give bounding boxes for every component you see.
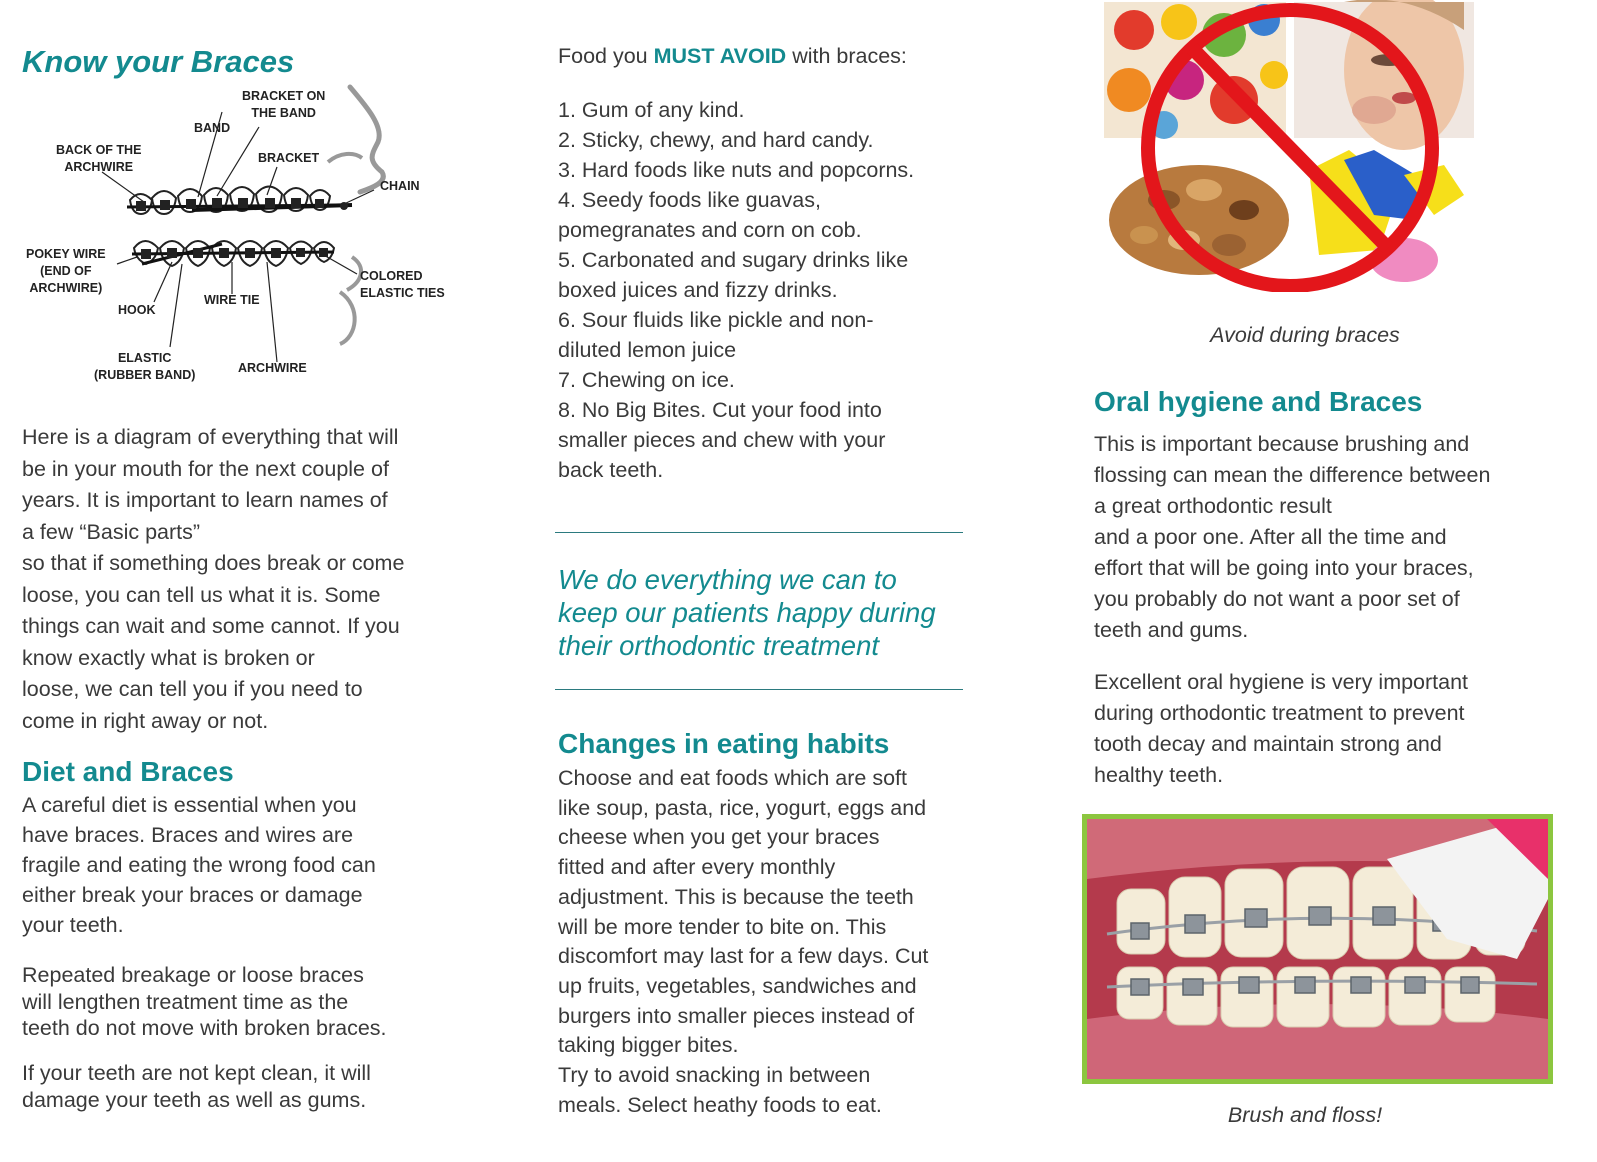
toffee-photo [1309, 150, 1464, 282]
label-pokey-wire: POKEY WIRE (END OF ARCHWIRE) [26, 247, 106, 295]
pull-quote: We do everything we can to keep our patients happy during their orthodontic treatment [558, 564, 936, 661]
nail-biting-photo [1294, 0, 1474, 150]
braces-brushing-photo [1082, 814, 1553, 1084]
divider-bottom [555, 689, 963, 690]
avoid-prefix: Food you [558, 44, 654, 68]
braces-diagram [22, 82, 462, 392]
avoid-list [558, 95, 958, 485]
changes-paragraph: Choose and eat foods which are soft like soup, pasta, rice, yogurt, eggs and cheese when you get your braces fitted and after every monthly adjustment. This is because the teeth will be more tender to bite on. This discomfort may last for a few days. Cut up fruits, vegetables, sandwiches and burgers into smaller pieces instead of taking bigger bites. Try to avoid snacking in between meals. Select heathy foods to eat. [558, 766, 929, 1117]
list-item: 3. Hard foods like nuts and popcorns. [558, 158, 915, 182]
hygiene-paragraph-2: Excellent oral hygiene is very important during orthodontic treatment to prevent tooth decay and maintain strong and healthy teeth. [1094, 670, 1469, 787]
label-elastic: ELASTIC (RUBBER BAND) [94, 351, 196, 382]
divider-top [555, 532, 963, 533]
label-wire-tie: WIRE TIE [204, 293, 260, 307]
intro-paragraph: Here is a diagram of everything that will be in your mouth for the next couple of years. It is important to learn names of a few “Basic parts” so that if something does break or come loose, you can tell us what it is. Some things can wait and some cannot. If you know exactly what is broken or loose, we can tell you if you need to come in right away or not. [22, 425, 405, 733]
changes-heading: Changes in eating habits [558, 728, 890, 759]
list-item: 4. Seedy foods like guavas, pomegranates and corn on cob. [558, 188, 862, 242]
diet-heading: Diet and Braces [22, 756, 234, 787]
diet-paragraph-3: If your teeth are not kept clean, it will damage your teeth as well as gums. [22, 1061, 371, 1112]
braces-brushing-drawing [1087, 819, 1548, 1079]
diet-paragraph-1: A careful diet is essential when you have braces. Braces and wires are fragile and eating the wrong food can either break your braces or damage your teeth. [22, 793, 376, 937]
no-symbol-icon [1148, 10, 1432, 286]
list-item: 7. Chewing on ice. [558, 368, 735, 392]
list-item: 8. No Big Bites. Cut your food into smaller pieces and chew with your back teeth. [558, 398, 886, 482]
avoid-foods-collage [1104, 0, 1476, 292]
brush-caption: Brush and floss! [1227, 1103, 1383, 1127]
avoid-emphasis: MUST AVOID [653, 44, 787, 68]
label-archwire: ARCHWIRE [238, 361, 307, 375]
list-item: 6. Sour fluids like pickle and non- diluted lemon juice [558, 308, 874, 362]
label-colored-elastic-ties: COLORED ELASTIC TIES [360, 269, 445, 300]
label-band: BAND [194, 121, 231, 135]
label-back-of-archwire: BACK OF THE ARCHWIRE [56, 143, 142, 174]
label-bracket: BRACKET [258, 151, 320, 165]
avoid-suffix: with braces: [786, 44, 907, 68]
list-item: 5. Carbonated and sugary drinks like boxed juices and fizzy drinks. [558, 248, 909, 302]
braces-diagram-drawing [22, 82, 462, 392]
label-chain: CHAIN [380, 179, 420, 193]
avoid-foods-collage-drawing [1104, 0, 1476, 292]
page-title: Know your Braces [22, 44, 295, 79]
avoid-caption: Avoid during braces [1210, 323, 1400, 347]
diet-paragraph-2: Repeated breakage or loose braces will lengthen treatment time as the teeth do not move with broken braces. [22, 963, 387, 1040]
avoid-heading [558, 44, 907, 69]
label-bracket-on-band: BRACKET ON THE BAND [242, 89, 326, 120]
list-item: 2. Sticky, chewy, and hard candy. [558, 128, 874, 152]
label-hook: HOOK [118, 303, 156, 317]
hygiene-paragraph-1: This is important because brushing and flossing can mean the difference between a great orthodontic result and a poor one. After all the time and effort that will be going into your braces, you probably do not want a poor set of teeth and gums. [1094, 432, 1491, 642]
list-item: 1. Gum of any kind. [558, 98, 745, 122]
hygiene-heading: Oral hygiene and Braces [1094, 386, 1423, 417]
